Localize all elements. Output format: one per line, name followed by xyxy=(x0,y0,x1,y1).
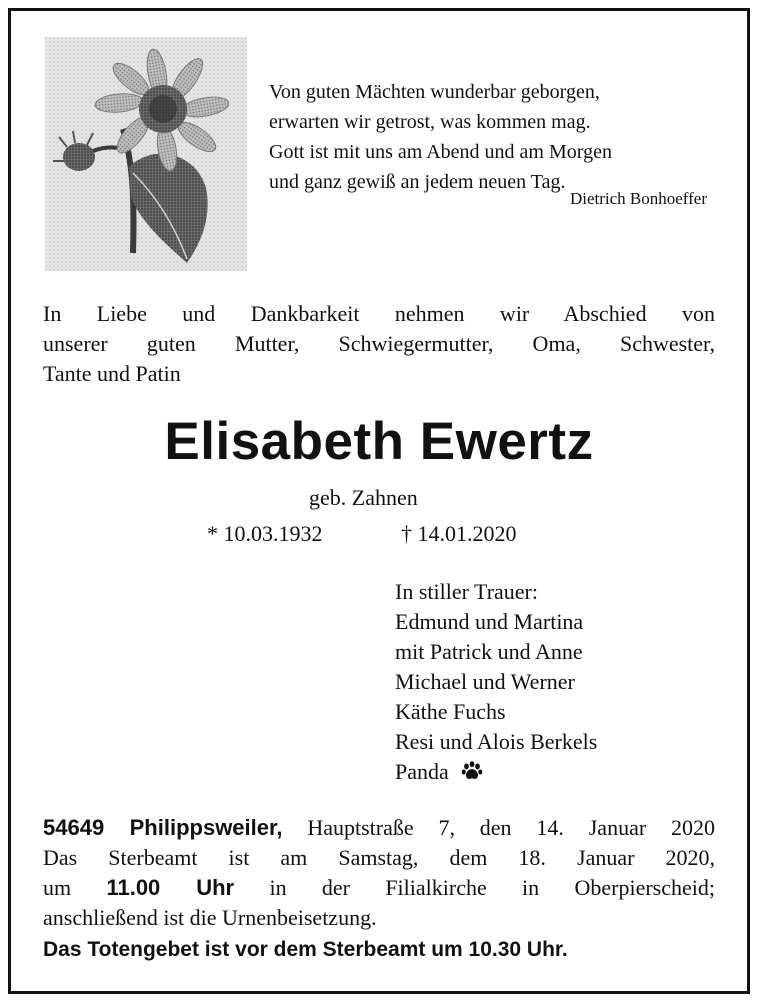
mourners-list xyxy=(395,577,597,787)
paw-icon xyxy=(461,760,483,782)
mourner-name: Panda xyxy=(395,759,449,784)
intro-line: Tante und Patin xyxy=(43,361,181,386)
bonhoeffer-quote xyxy=(269,77,709,197)
quote-line: Von guten Mächten wunderbar geborgen, xyxy=(269,81,600,103)
mourner-name: Resi und Alois Berkels xyxy=(395,729,598,754)
intro-line: In Liebe und Dankbarkeit nehmen wir Abschied von xyxy=(43,301,715,326)
birth-name: geb. Zahnen xyxy=(309,485,418,510)
mourner-name: Michael und Werner xyxy=(395,669,575,694)
quote-line: Gott ist mit uns am Abend und am Morgen xyxy=(269,141,612,163)
obituary-frame xyxy=(8,8,750,994)
death-date: † 14.01.2020 xyxy=(401,521,517,546)
funeral-details xyxy=(43,813,715,965)
burial-line: anschließend ist die Urnenbeisetzung. xyxy=(43,905,377,930)
service-time-prefix: um xyxy=(43,875,72,900)
quote-line: erwarten wir getrost, was kommen mag. xyxy=(269,111,591,133)
mourner-name: Käthe Fuchs xyxy=(395,699,506,724)
service-location: in der Filialkirche in Oberpierscheid; xyxy=(269,875,715,900)
quote-line: und ganz gewiß an jedem neuen Tag. xyxy=(269,171,566,193)
place-address-date: Hauptstraße 7, den 14. Januar 2020 xyxy=(307,815,715,840)
deceased-name: Elisabeth Ewertz xyxy=(164,412,594,471)
sunflower-illustration xyxy=(45,37,247,271)
service-time: 11.00 Uhr xyxy=(106,875,235,900)
place-date-line xyxy=(43,813,715,843)
mourner-name: Edmund und Martina xyxy=(395,609,584,634)
service-line: Das Sterbeamt ist am Samstag, dem 18. Januar 2020, xyxy=(43,845,715,870)
quote-author: Dietrich Bonhoeffer xyxy=(569,189,707,208)
intro-text xyxy=(43,299,715,389)
prayer-line: Das Totengebet ist vor dem Sterbeamt um 10.30 Uhr. xyxy=(43,938,568,961)
intro-line: unserer guten Mutter, Schwiegermutter, Oma, Schwester, xyxy=(43,331,715,356)
birth-date: * 10.03.1932 xyxy=(207,521,323,546)
service-time-line xyxy=(43,873,715,903)
mourners-heading: In stiller Trauer: xyxy=(395,579,538,604)
place-name: 54649 Philippsweiler, xyxy=(43,815,283,840)
mourner-name-pet xyxy=(395,757,597,787)
mourner-name: mit Patrick und Anne xyxy=(395,639,583,664)
